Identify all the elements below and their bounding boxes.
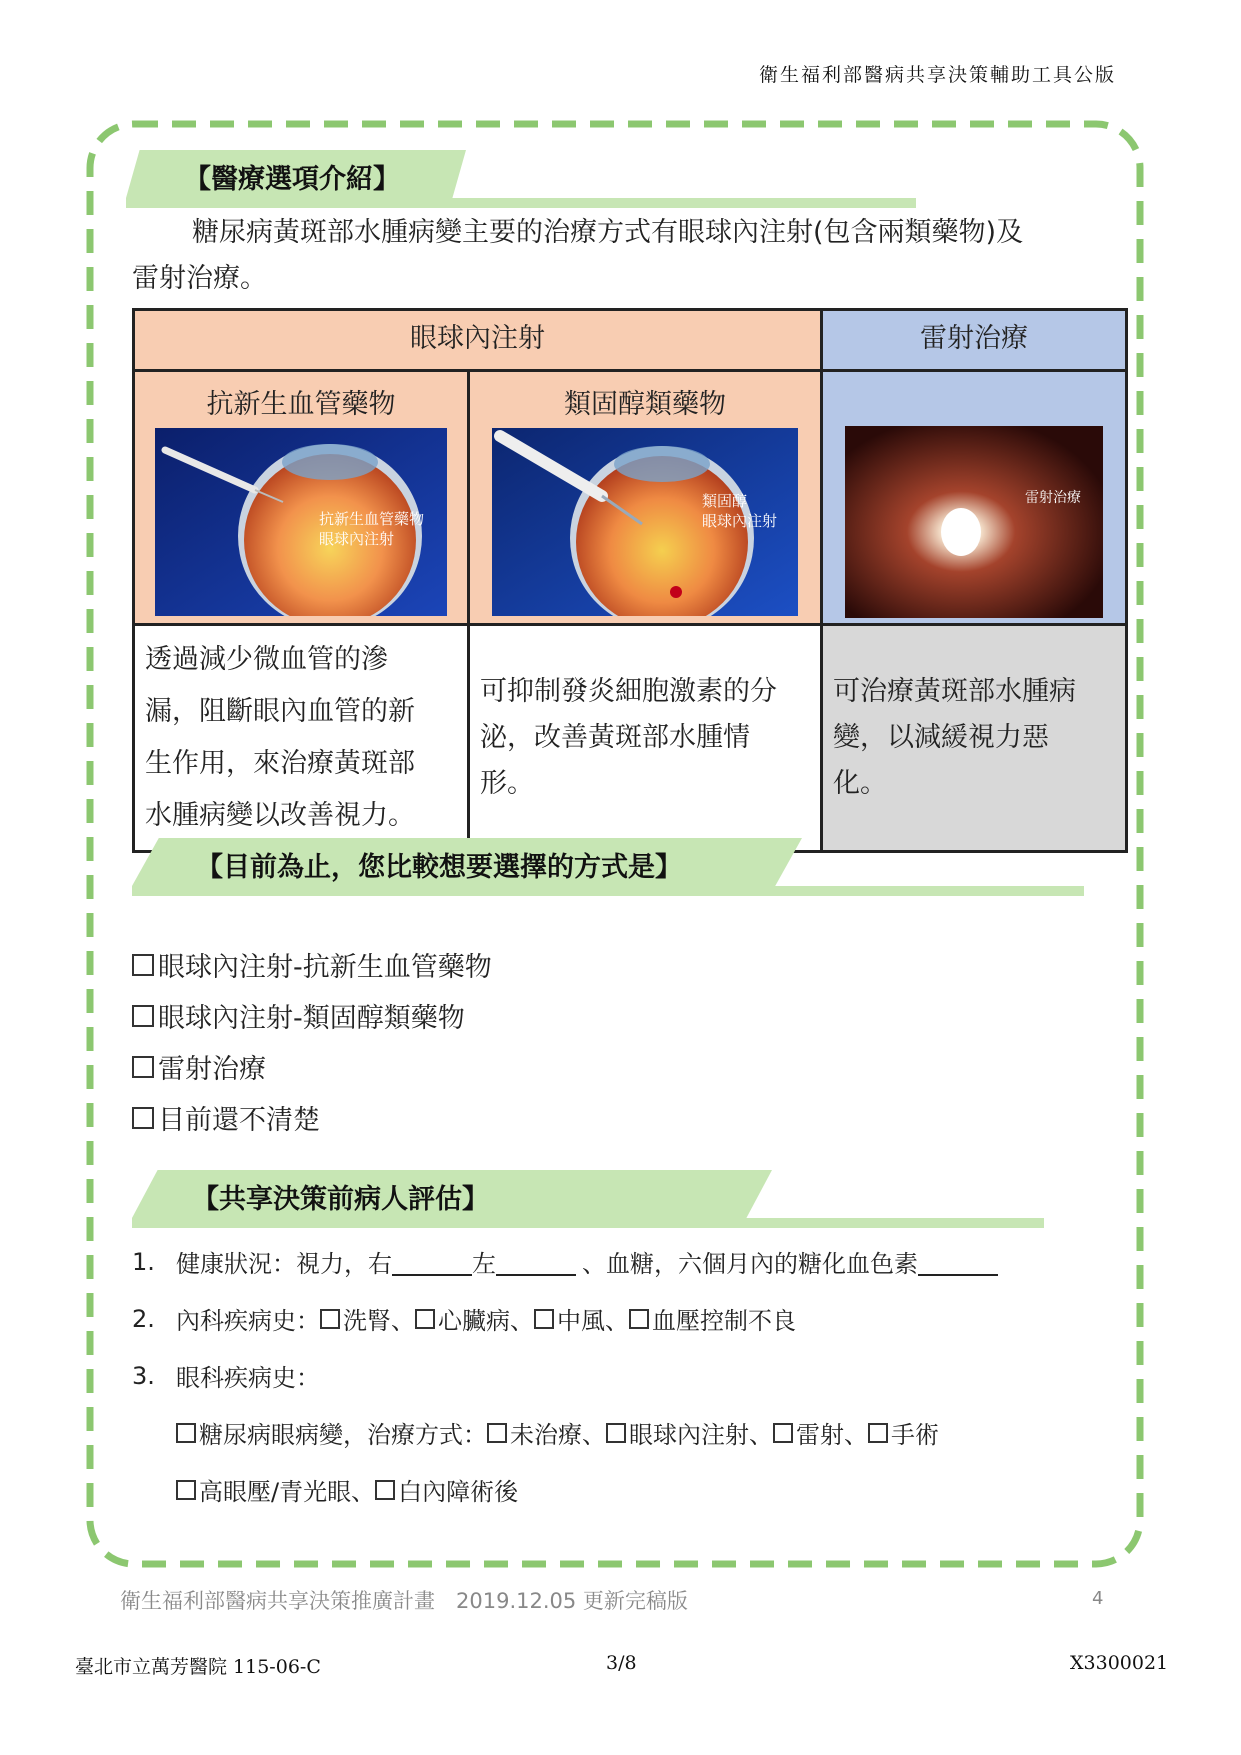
footer-hospital: 臺北市立萬芳醫院 115-06-C bbox=[75, 1656, 321, 1678]
steroid-desc-line: 泌，改善黃斑部水腫情 bbox=[480, 722, 750, 753]
choice-option-label: 眼球內注射-抗新生血管藥物 bbox=[158, 952, 492, 983]
option-untreated: 未治療 bbox=[510, 1421, 582, 1449]
anti-vegf-description bbox=[134, 625, 469, 852]
option-glaucoma: 高眼壓/青光眼 bbox=[199, 1478, 352, 1506]
steroid-cell bbox=[469, 371, 822, 625]
item-number: 3. bbox=[132, 1361, 155, 1390]
laser-title bbox=[823, 372, 1125, 428]
option-post-cataract: 白內障術後 bbox=[398, 1478, 519, 1506]
choice-option-label: 眼球內注射-類固醇類藥物 bbox=[158, 1003, 465, 1034]
section-banner-intro bbox=[126, 150, 916, 208]
choice-option-laser[interactable] bbox=[132, 1047, 266, 1086]
eye-history-row1 bbox=[176, 1415, 939, 1450]
separator: 、 bbox=[391, 1307, 415, 1335]
item2-prefix: 內科疾病史： bbox=[176, 1307, 320, 1335]
laser-header: 雷射治療 bbox=[822, 310, 1127, 371]
assessment-item-health bbox=[132, 1244, 998, 1279]
checkbox[interactable] bbox=[375, 1480, 395, 1500]
inner-footer-plan: 衛生福利部醫病共享決策推廣計畫 2019.12.05 更新完稿版 bbox=[120, 1589, 688, 1613]
item1-prefix: 健康狀況：視力，右 bbox=[176, 1250, 392, 1278]
steroid-desc-line: 可抑制發炎細胞激素的分 bbox=[480, 676, 777, 707]
assessment-item-eye-history bbox=[132, 1358, 320, 1393]
option-poor-bp-control: 血壓控制不良 bbox=[652, 1307, 796, 1335]
anti-vegf-eye-image bbox=[155, 428, 447, 616]
checkbox[interactable] bbox=[132, 1107, 154, 1129]
laser-desc-line: 可治療黃斑部水腫病 bbox=[833, 676, 1076, 707]
laser-image-wrap bbox=[823, 426, 1125, 621]
assessment-heading: 【共享決策前病人評估】 bbox=[192, 1184, 489, 1215]
separator: 、 bbox=[749, 1421, 773, 1449]
option-dialysis: 洗腎 bbox=[343, 1307, 391, 1335]
separator: 、 bbox=[844, 1421, 868, 1449]
option-surgery: 手術 bbox=[891, 1421, 939, 1449]
separator: 、 bbox=[582, 1421, 606, 1449]
steroid-eye-image bbox=[492, 428, 798, 616]
steroid-description bbox=[469, 625, 822, 852]
steroid-image-label1: 類固醇 bbox=[702, 492, 748, 510]
checkbox[interactable] bbox=[132, 1005, 154, 1027]
laser-image-label: 雷射治療 bbox=[1025, 490, 1081, 506]
choice-heading: 【目前為止，您比較想要選擇的方式是】 bbox=[196, 852, 682, 883]
item3-prefix: 眼科疾病史： bbox=[176, 1364, 320, 1392]
checkbox[interactable] bbox=[132, 1056, 154, 1078]
assessment-item-medical-history bbox=[132, 1301, 796, 1336]
laser-cell bbox=[822, 371, 1127, 625]
checkbox[interactable] bbox=[487, 1423, 507, 1443]
laser-desc-line: 變，以減緩視力惡 bbox=[833, 722, 1049, 753]
checkbox[interactable] bbox=[629, 1309, 649, 1329]
anti-vegf-title: 抗新生血管藥物 bbox=[206, 389, 396, 420]
checkbox[interactable] bbox=[176, 1480, 196, 1500]
checkbox[interactable] bbox=[320, 1309, 340, 1329]
item1-left-label: 左 bbox=[472, 1250, 496, 1278]
intro-heading: 【醫療選項介紹】 bbox=[184, 164, 400, 195]
option-injection: 眼球內注射 bbox=[629, 1421, 749, 1449]
footer-pager: 3/8 bbox=[606, 1652, 637, 1674]
hba1c-field[interactable] bbox=[918, 1248, 998, 1276]
option-stroke: 中風 bbox=[557, 1307, 605, 1335]
footer-code: X3300021 bbox=[1070, 1652, 1169, 1674]
separator: 、 bbox=[510, 1307, 534, 1335]
separator: 、 bbox=[605, 1307, 629, 1335]
choice-option-anti-vegf[interactable] bbox=[132, 945, 492, 984]
anti-vegf-image-label2: 眼球內注射 bbox=[319, 530, 395, 548]
checkbox[interactable] bbox=[868, 1423, 888, 1443]
injection-header: 眼球內注射 bbox=[134, 310, 822, 371]
document-header-title: 衛生福利部醫病共享決策輔助工具公版 bbox=[758, 64, 1116, 86]
intro-paragraph-line2: 雷射治療。 bbox=[132, 263, 267, 294]
anti-vegf-image-label1: 抗新生血管藥物 bbox=[319, 510, 425, 528]
eye-history-row2 bbox=[176, 1472, 518, 1507]
choice-option-steroid[interactable] bbox=[132, 996, 465, 1035]
item-number: 2. bbox=[132, 1304, 155, 1333]
steroid-desc-line: 形。 bbox=[480, 768, 534, 799]
intro-paragraph-line1: 糖尿病黃斑部水腫病變主要的治療方式有眼球內注射(包含兩類藥物)及 bbox=[192, 217, 1024, 248]
choice-option-label: 目前還不清楚 bbox=[158, 1105, 320, 1136]
option-diabetic-retinopathy: 糖尿病眼病變，治療方式： bbox=[199, 1421, 487, 1449]
anti-vegf-desc-line: 水腫病變以改善視力。 bbox=[145, 800, 415, 831]
laser-retina-image bbox=[845, 426, 1103, 618]
laser-description bbox=[822, 625, 1127, 852]
checkbox[interactable] bbox=[606, 1423, 626, 1443]
choice-option-unsure[interactable] bbox=[132, 1098, 320, 1137]
separator: 、 bbox=[351, 1478, 376, 1506]
anti-vegf-desc-line: 漏，阻斷眼內血管的新 bbox=[145, 696, 415, 727]
steroid-title: 類固醇類藥物 bbox=[564, 389, 726, 420]
laser-desc-line: 化。 bbox=[833, 768, 887, 799]
checkbox[interactable] bbox=[534, 1309, 554, 1329]
steroid-image-label2: 眼球內注射 bbox=[702, 512, 778, 530]
checkbox[interactable] bbox=[415, 1309, 435, 1329]
anti-vegf-desc-line: 生作用，來治療黃斑部 bbox=[145, 748, 415, 779]
section-banner-choice bbox=[132, 838, 1084, 896]
checkbox[interactable] bbox=[132, 954, 154, 976]
intro-paragraph bbox=[132, 210, 1132, 302]
steroid-image-wrap bbox=[470, 428, 820, 623]
checkbox[interactable] bbox=[773, 1423, 793, 1443]
vision-left-field[interactable] bbox=[496, 1248, 576, 1276]
checkbox[interactable] bbox=[176, 1423, 196, 1443]
item1-middle: 、血糖，六個月內的糖化血色素 bbox=[582, 1250, 918, 1278]
vision-right-field[interactable] bbox=[392, 1248, 472, 1276]
inner-page-number: 4 bbox=[1092, 1588, 1104, 1609]
anti-vegf-image-wrap bbox=[135, 428, 467, 623]
anti-vegf-cell bbox=[134, 371, 469, 625]
option-laser: 雷射 bbox=[796, 1421, 844, 1449]
treatment-table bbox=[132, 308, 1128, 853]
section-banner-assessment bbox=[132, 1170, 1044, 1228]
option-heart-disease: 心臟病 bbox=[438, 1307, 510, 1335]
choice-option-label: 雷射治療 bbox=[158, 1054, 266, 1085]
item-number: 1. bbox=[132, 1247, 155, 1276]
anti-vegf-desc-line: 透過減少微血管的滲 bbox=[145, 644, 388, 675]
